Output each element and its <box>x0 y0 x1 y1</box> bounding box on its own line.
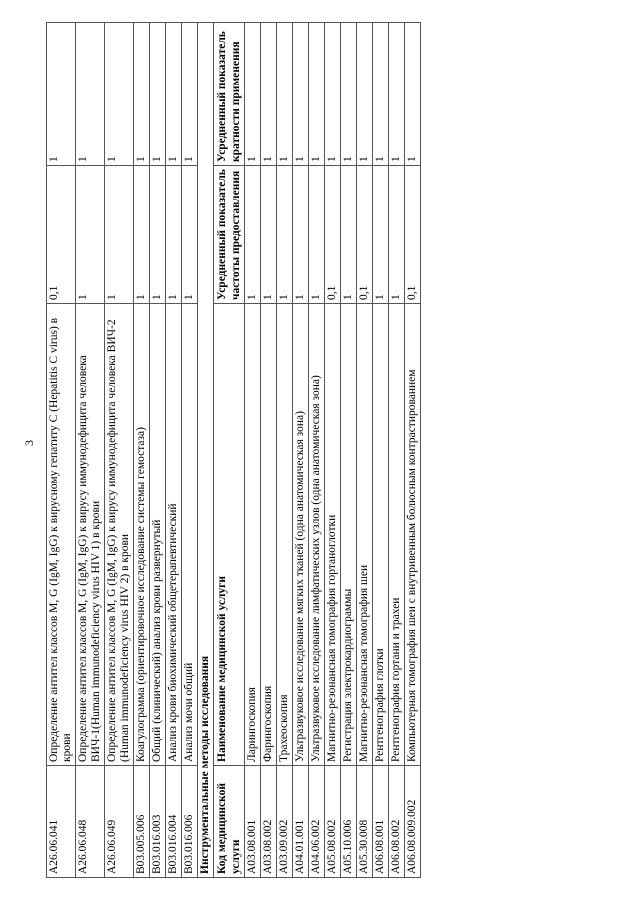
frequency-value: 0,1 <box>47 166 76 304</box>
service-code: A05.30.008 <box>357 766 373 878</box>
table-row <box>150 23 166 878</box>
multiplicity-value: 1 <box>341 23 357 166</box>
service-name: Ларингоскопия <box>245 304 261 766</box>
table-row <box>182 23 198 878</box>
table-row <box>134 23 150 878</box>
frequency-value: 1 <box>182 166 198 304</box>
service-name: Определение антител классов M, G (IgM, IgG) к вирусу иммунодефицита человека ВИЧ-1(Human immunodeficiency virus HIV 1) в крови <box>76 304 105 766</box>
frequency-value: 1 <box>134 166 150 304</box>
services-table <box>46 22 421 878</box>
table-row <box>309 23 325 878</box>
table-row <box>373 23 389 878</box>
frequency-value: 0,1 <box>405 166 421 304</box>
service-name: Ультразвуковое исследование лимфатических узлов (одна анатомическая зона) <box>309 304 325 766</box>
multiplicity-value: 1 <box>389 23 405 166</box>
multiplicity-value: 1 <box>245 23 261 166</box>
service-code: B03.016.006 <box>182 766 198 878</box>
service-code: A26.06.049 <box>105 766 134 878</box>
table-row <box>166 23 182 878</box>
table-row <box>389 23 405 878</box>
service-name: Анализ мочи общий <box>182 304 198 766</box>
frequency-value: 1 <box>76 166 105 304</box>
frequency-value: 1 <box>166 166 182 304</box>
service-name: Фарингоскопия <box>261 304 277 766</box>
multiplicity-value: 1 <box>293 23 309 166</box>
service-code: B03.016.004 <box>166 766 182 878</box>
header-name: Наименование медицинской услуги <box>214 304 245 766</box>
multiplicity-value: 1 <box>76 23 105 166</box>
table-row <box>105 23 134 878</box>
multiplicity-value: 1 <box>47 23 76 166</box>
service-code: A03.08.002 <box>261 766 277 878</box>
service-name: Рентгенография гортани и трахеи <box>389 304 405 766</box>
multiplicity-value: 1 <box>325 23 341 166</box>
multiplicity-value: 1 <box>182 23 198 166</box>
service-code: B03.016.003 <box>150 766 166 878</box>
service-name: Общий (клинический) анализ крови развернутый <box>150 304 166 766</box>
header-frequency: Усредненный показатель частоты предоставления <box>214 166 245 304</box>
service-name: Коагулограмма (ориентировочное исследование системы гемостаза) <box>134 304 150 766</box>
service-name: Определение антител классов M, G (IgM, IgG) к вирусу иммунодефицита человека ВИЧ-2 (Human immunodeficiency virus HIV 2) в крови <box>105 304 134 766</box>
frequency-value: 1 <box>277 166 293 304</box>
multiplicity-value: 1 <box>150 23 166 166</box>
frequency-value: 1 <box>293 166 309 304</box>
frequency-value: 1 <box>261 166 277 304</box>
multiplicity-value: 1 <box>309 23 325 166</box>
multiplicity-value: 1 <box>261 23 277 166</box>
service-code: A06.08.001 <box>373 766 389 878</box>
service-code: A05.08.002 <box>325 766 341 878</box>
table-row <box>357 23 373 878</box>
service-code: A04.01.001 <box>293 766 309 878</box>
rotated-page <box>46 23 620 878</box>
header-code: Код медицинской услуги <box>214 766 245 878</box>
table-row <box>76 23 105 878</box>
service-code: A26.06.048 <box>76 766 105 878</box>
table-row <box>293 23 309 878</box>
frequency-value: 0,1 <box>325 166 341 304</box>
table-header-row <box>214 23 245 878</box>
table-row <box>405 23 421 878</box>
service-name: Регистрация электрокардиограммы <box>341 304 357 766</box>
header-multiplicity: Усредненный показатель кратности применения <box>214 23 245 166</box>
service-name: Компьютерная томография шеи с внутривенным болюсным контрастированием <box>405 304 421 766</box>
instrumental-services-rows <box>245 23 421 878</box>
page-number: 3 <box>22 440 36 446</box>
multiplicity-value: 1 <box>357 23 373 166</box>
service-name: Трахеоскопия <box>277 304 293 766</box>
multiplicity-value: 1 <box>405 23 421 166</box>
frequency-value: 1 <box>245 166 261 304</box>
service-code: A06.08.009.002 <box>405 766 421 878</box>
service-name: Анализ крови биохимический общетерапевтический <box>166 304 182 766</box>
service-code: A03.08.001 <box>245 766 261 878</box>
service-code: A04.06.002 <box>309 766 325 878</box>
service-code: A06.08.002 <box>389 766 405 878</box>
multiplicity-value: 1 <box>373 23 389 166</box>
multiplicity-value: 1 <box>134 23 150 166</box>
service-code: A05.10.006 <box>341 766 357 878</box>
frequency-value: 1 <box>373 166 389 304</box>
table-row <box>277 23 293 878</box>
table-row <box>245 23 261 878</box>
multiplicity-value: 1 <box>105 23 134 166</box>
frequency-value: 0,1 <box>357 166 373 304</box>
frequency-value: 1 <box>150 166 166 304</box>
table-row <box>325 23 341 878</box>
frequency-value: 1 <box>341 166 357 304</box>
multiplicity-value: 1 <box>166 23 182 166</box>
table-row <box>47 23 76 878</box>
service-name: Ультразвуковое исследование мягких тканей (одна анатомическая зона) <box>293 304 309 766</box>
service-name: Магнитно-резонансная томография шеи <box>357 304 373 766</box>
service-name: Определение антител классов M, G (IgM, IgG) к вирусному гепатиту C (Hepatitis C virus) в крови <box>47 304 76 766</box>
section-title: Инструментальные методы исследования <box>198 23 214 878</box>
section-row <box>198 23 214 878</box>
multiplicity-value: 1 <box>277 23 293 166</box>
service-code: B03.005.006 <box>134 766 150 878</box>
table-row <box>341 23 357 878</box>
service-code: A03.09.002 <box>277 766 293 878</box>
lab-services-rows <box>47 23 198 878</box>
frequency-value: 1 <box>389 166 405 304</box>
service-name: Рентгенография глотки <box>373 304 389 766</box>
table-row <box>261 23 277 878</box>
service-name: Магнитно-резонансная томография гортаноглотки <box>325 304 341 766</box>
frequency-value: 1 <box>309 166 325 304</box>
service-code: A26.06.041 <box>47 766 76 878</box>
frequency-value: 1 <box>105 166 134 304</box>
